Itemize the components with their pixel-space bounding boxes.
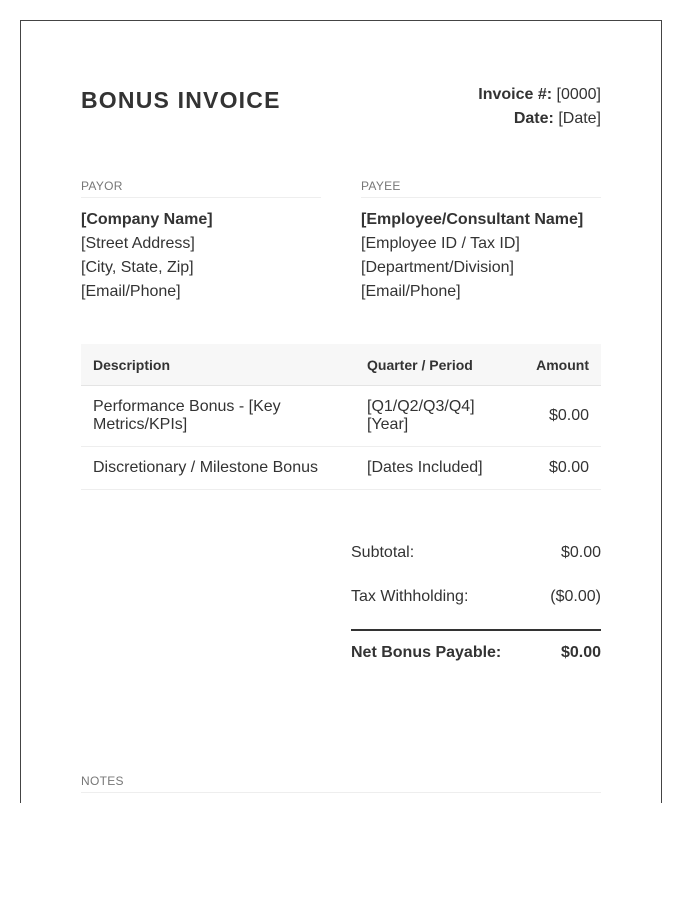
table-header-row bbox=[81, 344, 601, 386]
payee-details bbox=[361, 208, 601, 304]
row-description: Discretionary / Milestone Bonus bbox=[81, 447, 355, 490]
payee-id: [Employee ID / Tax ID] bbox=[361, 235, 520, 252]
row-period: [Dates Included] bbox=[355, 447, 524, 490]
net-label: Net Bonus Payable: bbox=[351, 644, 502, 661]
invoice-number-label: Invoice #: bbox=[478, 86, 553, 103]
payor-street: [Street Address] bbox=[81, 235, 195, 252]
row-amount: $0.00 bbox=[524, 447, 601, 490]
payor-section bbox=[81, 179, 321, 304]
payee-section bbox=[361, 179, 601, 304]
table-row bbox=[81, 447, 601, 490]
header-description: Description bbox=[81, 344, 355, 386]
payee-name: [Employee/Consultant Name] bbox=[361, 211, 584, 228]
invoice-date-label: Date: bbox=[513, 110, 554, 127]
invoice-meta bbox=[478, 83, 601, 131]
payee-department: [Department/Division] bbox=[361, 259, 514, 276]
tax-value: ($0.00) bbox=[550, 588, 601, 605]
header-period: Quarter / Period bbox=[355, 344, 524, 386]
subtotal-value: $0.00 bbox=[560, 544, 601, 561]
payee-contact: [Email/Phone] bbox=[361, 283, 461, 300]
row-period: [Q1/Q2/Q3/Q4] [Year] bbox=[355, 386, 524, 447]
row-description: Performance Bonus - [Key Metrics/KPIs] bbox=[81, 386, 355, 447]
header-amount: Amount bbox=[524, 344, 601, 386]
invoice-date-value: [Date] bbox=[558, 110, 601, 127]
payor-city: [City, State, Zip] bbox=[81, 259, 194, 276]
tax-label: Tax Withholding: bbox=[351, 588, 469, 605]
payor-name: [Company Name] bbox=[81, 211, 213, 228]
tax-row bbox=[351, 575, 601, 619]
payor-label: PAYOR bbox=[81, 179, 321, 198]
payee-label: PAYEE bbox=[361, 179, 601, 198]
net-row bbox=[351, 629, 601, 675]
invoice-number-value: [0000] bbox=[556, 86, 601, 103]
subtotal-label: Subtotal: bbox=[351, 544, 415, 561]
invoice-date-line bbox=[478, 107, 601, 131]
line-items-table bbox=[81, 344, 601, 490]
invoice-page bbox=[20, 20, 662, 803]
notes-label: NOTES bbox=[81, 774, 601, 793]
table-row bbox=[81, 386, 601, 447]
row-amount: $0.00 bbox=[524, 386, 601, 447]
payor-contact: [Email/Phone] bbox=[81, 283, 181, 300]
notes-section bbox=[81, 774, 601, 793]
invoice-number-line bbox=[478, 83, 601, 107]
subtotal-row bbox=[351, 531, 601, 575]
net-value: $0.00 bbox=[560, 644, 601, 661]
invoice-title: BONUS INVOICE bbox=[81, 87, 281, 113]
payor-details bbox=[81, 208, 321, 304]
totals-section bbox=[351, 531, 601, 675]
